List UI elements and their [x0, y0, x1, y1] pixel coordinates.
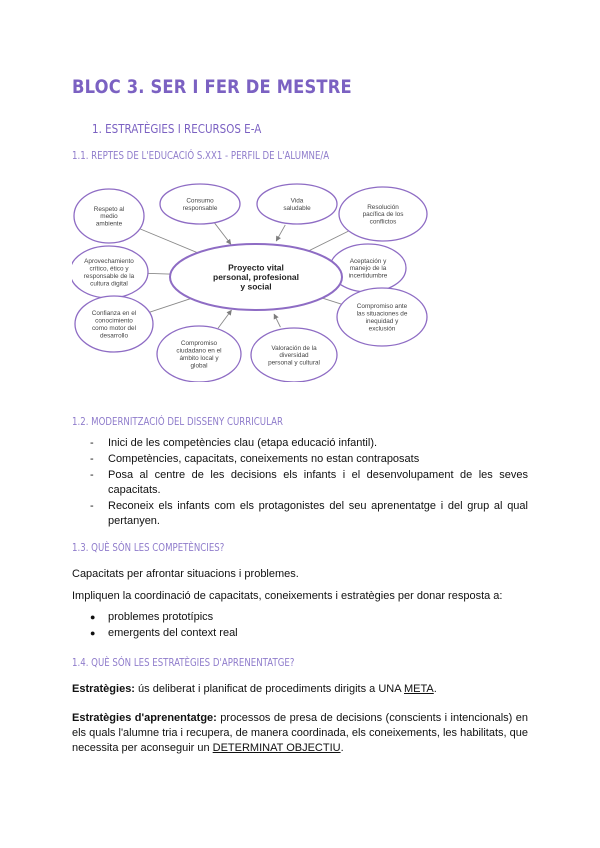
diagram-arrow	[215, 223, 231, 244]
diagram-node-label: Consumo responsable	[182, 197, 218, 212]
learning-strategies-label: Estratègies d'aprenentatge:	[72, 712, 217, 724]
diagram-node-label: Aprovechamiento crítico, ético y responsable de la cultura digital	[83, 258, 135, 288]
strategies-end: .	[433, 683, 437, 695]
learning-strategies-end: .	[340, 742, 344, 754]
dash-marker: -	[90, 437, 94, 449]
diagram-center-label: Proyecto vital personal, profesional y social	[213, 262, 299, 292]
subheading-curriculum: 1.2. MODERNITZACIÓ DEL DISSENY CURRICULAR	[72, 416, 283, 428]
list-item	[90, 468, 528, 498]
competencies-definition: Capacitats per afrontar situacions i problemes.	[72, 568, 299, 580]
competencies-list	[90, 609, 238, 641]
list-item	[90, 625, 238, 641]
list-item-text: Reconeix els infants com els protagonistes del seu aprenentatge i del grup al qual pertanyen.	[108, 500, 528, 527]
meta-term: META	[404, 683, 434, 695]
learning-strategies-text: processos de presa de decisions (conscients i intencionals) en els quals l'alumne tria i recupera, de manera coordinada, els coneixements, les habilitats, que necessita per aconseguir un	[72, 712, 528, 754]
list-item	[90, 609, 238, 625]
strategies-definition	[72, 682, 528, 697]
diagram-node-label: Valoración de la diversidad personal y cultural	[268, 344, 320, 367]
bullet-marker: ●	[90, 612, 96, 622]
competencies-coordination: Impliquen la coordinació de capacitats, coneixements i estratègies per donar resposta a:	[72, 590, 503, 602]
diagram-node-label: Compromiso ante las situaciones de inequidad y exclusión	[356, 303, 408, 333]
diagram-node-label: Confianza en el conocimiento como motor del desarrollo	[91, 310, 137, 340]
diagram-arrow	[218, 310, 231, 328]
diagram-node-label: Vida saludable	[283, 197, 311, 212]
strategies-text: ús deliberat i planificat de procediments dirigits a UNA	[134, 683, 405, 695]
list-item	[90, 436, 528, 451]
list-item-text: problemes prototípics	[108, 611, 214, 623]
document-title: BLOC 3. SER I FER DE MESTRE	[72, 76, 352, 98]
student-profile-diagram	[72, 172, 528, 382]
diagram-node-label: Resolución pacífica de los conflictos	[362, 203, 404, 226]
list-item-text: Inici de les competències clau (etapa educació infantil).	[108, 437, 378, 449]
subheading-strategies: 1.4. QUÈ SÓN LES ESTRATÈGIES D'APRENENTATGE?	[72, 657, 295, 669]
dash-marker: -	[90, 469, 94, 481]
strategies-label: Estratègies:	[72, 683, 135, 695]
subheading-competencies: 1.3. QUÈ SÓN LES COMPETÈNCIES?	[72, 542, 225, 554]
objective-term: DETERMINAT OBJECTIU	[212, 742, 341, 754]
subheading-challenges: 1.1. REPTES DE L'EDUCACIÓ S.XX1 - PERFIL DE L'ALUMNE/A	[72, 150, 330, 162]
list-item-text: Posa al centre de les decisions els infants i el desenvolupament de les seves capacitats.	[108, 469, 528, 496]
list-item-text: Competències, capacitats, coneixements no estan contraposats	[108, 453, 420, 465]
bullet-marker: ●	[90, 628, 96, 638]
list-item-text: emergents del context real	[108, 627, 238, 639]
diagram-node-label: Respeto al medio ambiente	[93, 205, 125, 228]
diagram-arrow	[274, 314, 280, 327]
list-item	[90, 499, 528, 529]
section-heading-strategies: 1. ESTRATÈGIES I RECURSOS E-A	[92, 122, 262, 136]
diagram-node-label: Aceptación y manejo de la incertidumbre	[348, 257, 388, 280]
diagram-nodes	[72, 184, 427, 382]
diagram-arrow	[276, 225, 285, 241]
dash-marker: -	[90, 453, 94, 465]
diagram-node-label: Compromiso ciudadano en el ámbito local y global	[176, 340, 222, 370]
dash-marker: -	[90, 500, 94, 512]
diagram-svg	[72, 172, 528, 382]
curriculum-list	[90, 436, 528, 530]
learning-strategies-definition	[72, 711, 528, 756]
list-item	[90, 452, 528, 467]
